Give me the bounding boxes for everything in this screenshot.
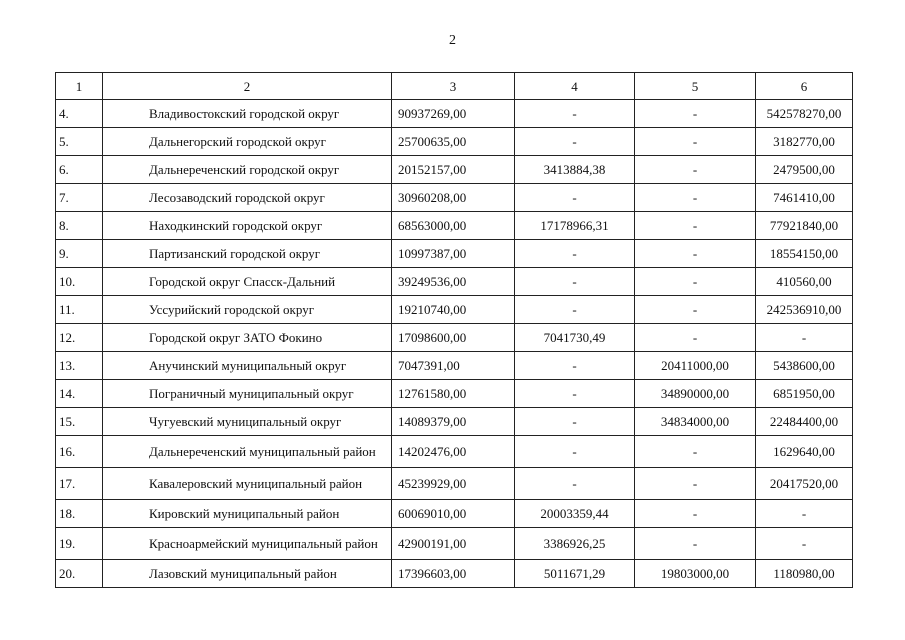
table-row — [56, 156, 853, 184]
value-col-6: 5438600,00 — [756, 352, 853, 380]
table-row — [56, 380, 853, 408]
municipality-name: Городской округ ЗАТО Фокино — [103, 324, 392, 352]
municipality-name: Дальнереченский городской округ — [103, 156, 392, 184]
value-col-5: - — [635, 100, 756, 128]
value-col-5: - — [635, 240, 756, 268]
row-number: 16. — [56, 436, 103, 468]
page-number: 2 — [449, 33, 456, 48]
data-table — [55, 72, 853, 588]
value-col-4: - — [515, 408, 635, 436]
value-col-4: 20003359,44 — [515, 500, 635, 528]
value-col-5: - — [635, 268, 756, 296]
value-col-4: - — [515, 128, 635, 156]
value-col-5: 19803000,00 — [635, 560, 756, 588]
value-col-5: - — [635, 296, 756, 324]
value-col-4: - — [515, 296, 635, 324]
value-col-3: 14202476,00 — [392, 436, 515, 468]
value-col-4: - — [515, 184, 635, 212]
municipality-name: Партизанский городской округ — [103, 240, 392, 268]
value-col-4: 7041730,49 — [515, 324, 635, 352]
municipality-name: Находкинский городской округ — [103, 212, 392, 240]
value-col-4: 17178966,31 — [515, 212, 635, 240]
table-row — [56, 128, 853, 156]
value-col-5: 34890000,00 — [635, 380, 756, 408]
value-col-3: 17098600,00 — [392, 324, 515, 352]
value-col-5: 20411000,00 — [635, 352, 756, 380]
value-col-3: 42900191,00 — [392, 528, 515, 560]
value-col-5: - — [635, 156, 756, 184]
value-col-6: 77921840,00 — [756, 212, 853, 240]
value-col-3: 14089379,00 — [392, 408, 515, 436]
row-number: 17. — [56, 468, 103, 500]
value-col-6: 1629640,00 — [756, 436, 853, 468]
value-col-5: - — [635, 324, 756, 352]
table-row — [56, 528, 853, 560]
row-number: 15. — [56, 408, 103, 436]
value-col-6: 20417520,00 — [756, 468, 853, 500]
row-number: 10. — [56, 268, 103, 296]
row-number: 7. — [56, 184, 103, 212]
value-col-5: - — [635, 184, 756, 212]
municipality-name: Лесозаводский городской округ — [103, 184, 392, 212]
column-header: 6 — [756, 73, 853, 100]
value-col-4: - — [515, 468, 635, 500]
column-header: 5 — [635, 73, 756, 100]
value-col-6: 2479500,00 — [756, 156, 853, 184]
value-col-3: 20152157,00 — [392, 156, 515, 184]
table-row — [56, 468, 853, 500]
value-col-5: - — [635, 436, 756, 468]
table-row — [56, 184, 853, 212]
row-number: 11. — [56, 296, 103, 324]
value-col-6: 6851950,00 — [756, 380, 853, 408]
value-col-4: - — [515, 100, 635, 128]
value-col-6: 242536910,00 — [756, 296, 853, 324]
value-col-3: 39249536,00 — [392, 268, 515, 296]
column-header: 3 — [392, 73, 515, 100]
municipality-name: Владивостокский городской округ — [103, 100, 392, 128]
value-col-3: 60069010,00 — [392, 500, 515, 528]
municipality-name: Пограничный муниципальный округ — [103, 380, 392, 408]
column-header: 1 — [56, 73, 103, 100]
municipality-name: Анучинский муниципальный округ — [103, 352, 392, 380]
table-row — [56, 436, 853, 468]
municipality-name: Дальнегорский городской округ — [103, 128, 392, 156]
table-row — [56, 352, 853, 380]
value-col-4: 3413884,38 — [515, 156, 635, 184]
row-number: 5. — [56, 128, 103, 156]
value-col-6: 7461410,00 — [756, 184, 853, 212]
column-header: 2 — [103, 73, 392, 100]
row-number: 13. — [56, 352, 103, 380]
value-col-3: 90937269,00 — [392, 100, 515, 128]
table-row — [56, 324, 853, 352]
value-col-4: 5011671,29 — [515, 560, 635, 588]
value-col-3: 25700635,00 — [392, 128, 515, 156]
municipality-name: Городской округ Спасск-Дальний — [103, 268, 392, 296]
column-header: 4 — [515, 73, 635, 100]
value-col-4: - — [515, 268, 635, 296]
table-row — [56, 268, 853, 296]
table-row — [56, 408, 853, 436]
row-number: 6. — [56, 156, 103, 184]
value-col-4: - — [515, 352, 635, 380]
value-col-3: 45239929,00 — [392, 468, 515, 500]
value-col-5: - — [635, 500, 756, 528]
value-col-3: 12761580,00 — [392, 380, 515, 408]
value-col-6: - — [756, 324, 853, 352]
municipality-name: Уссурийский городской округ — [103, 296, 392, 324]
municipality-name: Лазовский муниципальный район — [103, 560, 392, 588]
municipality-name: Кавалеровский муниципальный район — [103, 468, 392, 500]
value-col-3: 19210740,00 — [392, 296, 515, 324]
row-number: 9. — [56, 240, 103, 268]
municipality-name: Кировский муниципальный район — [103, 500, 392, 528]
value-col-3: 10997387,00 — [392, 240, 515, 268]
row-number: 8. — [56, 212, 103, 240]
row-number: 19. — [56, 528, 103, 560]
value-col-3: 7047391,00 — [392, 352, 515, 380]
value-col-6: 542578270,00 — [756, 100, 853, 128]
row-number: 4. — [56, 100, 103, 128]
value-col-6: 3182770,00 — [756, 128, 853, 156]
value-col-3: 17396603,00 — [392, 560, 515, 588]
value-col-4: - — [515, 240, 635, 268]
table-row — [56, 500, 853, 528]
table-header-row — [56, 73, 853, 100]
value-col-3: 68563000,00 — [392, 212, 515, 240]
municipality-name: Чугуевский муниципальный округ — [103, 408, 392, 436]
row-number: 18. — [56, 500, 103, 528]
row-number: 14. — [56, 380, 103, 408]
value-col-6: - — [756, 500, 853, 528]
municipality-name: Красноармейский муниципальный район — [103, 528, 392, 560]
municipality-name: Дальнереченский муниципальный район — [103, 436, 392, 468]
value-col-5: - — [635, 468, 756, 500]
table-row — [56, 296, 853, 324]
value-col-4: 3386926,25 — [515, 528, 635, 560]
value-col-5: - — [635, 528, 756, 560]
row-number: 12. — [56, 324, 103, 352]
value-col-5: - — [635, 212, 756, 240]
value-col-4: - — [515, 436, 635, 468]
value-col-6: 1180980,00 — [756, 560, 853, 588]
value-col-3: 30960208,00 — [392, 184, 515, 212]
value-col-5: - — [635, 128, 756, 156]
table-row — [56, 560, 853, 588]
value-col-5: 34834000,00 — [635, 408, 756, 436]
value-col-6: 410560,00 — [756, 268, 853, 296]
value-col-4: - — [515, 380, 635, 408]
value-col-6: 18554150,00 — [756, 240, 853, 268]
table-row — [56, 212, 853, 240]
table-row — [56, 100, 853, 128]
value-col-6: 22484400,00 — [756, 408, 853, 436]
table-row — [56, 240, 853, 268]
row-number: 20. — [56, 560, 103, 588]
value-col-6: - — [756, 528, 853, 560]
